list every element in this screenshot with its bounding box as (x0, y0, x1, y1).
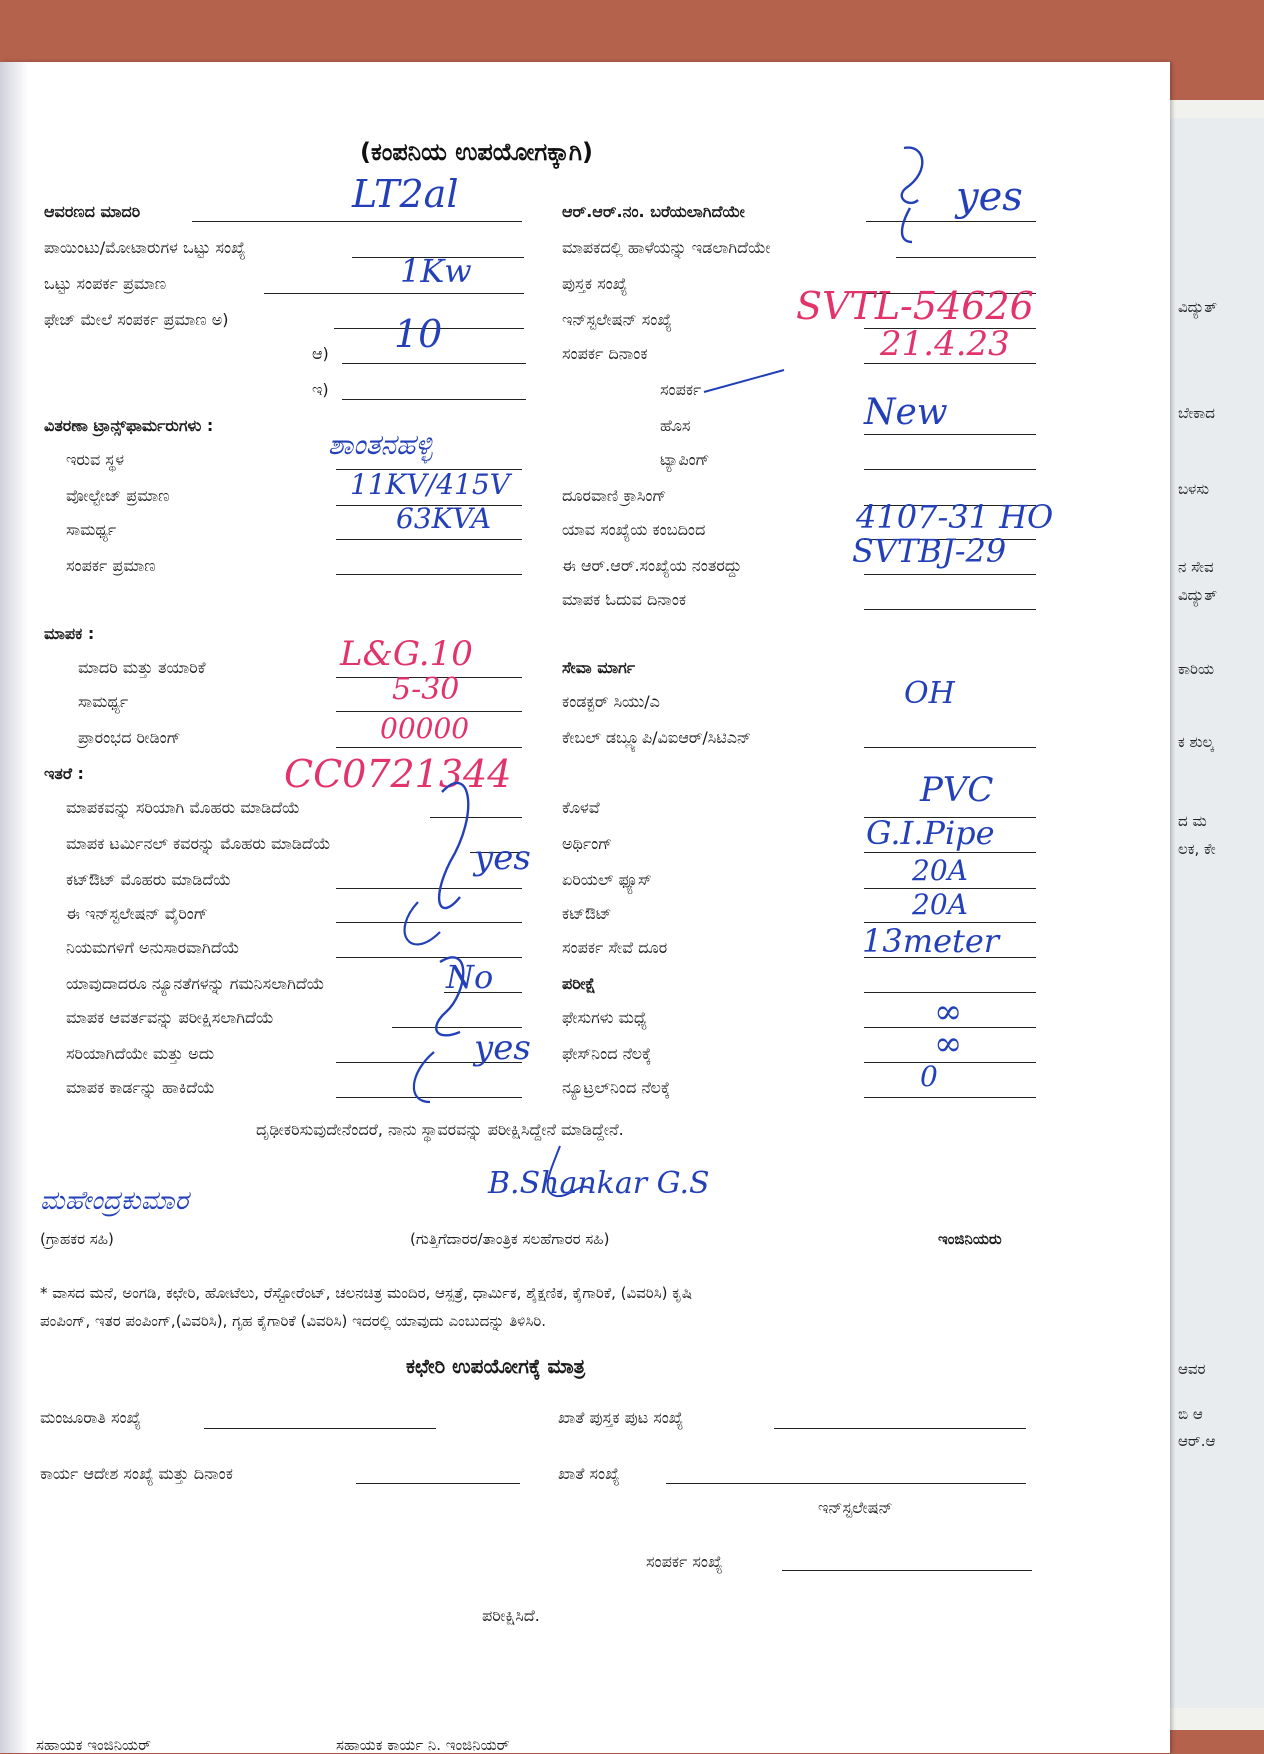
section-heading: ಸೇವಾ ಮಾರ್ಗ (562, 658, 636, 677)
field-label: ಸಾಮರ್ಥ್ಯ (78, 692, 129, 711)
field-label: ಒಟ್ಟು ಸಂಪರ್ಕ ಪ್ರಮಾಣ (44, 274, 167, 293)
field-line (864, 609, 1036, 610)
field-label: ನ್ಯೂಟ್ರಲ್‌ನಿಂದ ನೆಲಕ್ಕೆ (562, 1078, 671, 1097)
field-label: ಇ) (312, 380, 329, 399)
field-label: ಇರುವ ಸ್ಥಳ (66, 450, 125, 469)
hw-enclosure-type: LT2al (352, 172, 459, 216)
contractor-sign-label: (ಗುತ್ತಿಗೆದಾರರ/ತಾಂತ್ರಿಕ ಸಲಹೆಗಾರರ ಸಹಿ) (410, 1230, 610, 1248)
field-label: ಫೇಜ್ ಮೇಲೆ ಸಂಪರ್ಕ ಪ್ರಮಾಣ ಅ) (44, 310, 229, 329)
field-line (774, 1428, 1026, 1429)
hw-rotation-yes: yes (474, 1028, 531, 1068)
field-line (864, 434, 1036, 435)
hw-conductor: OH (904, 676, 955, 711)
edge-text: ಕ ಶುಲ್ಕ (1178, 733, 1214, 751)
field-label: ಮಾದರಿ ಮತ್ತು ತಯಾರಿಕೆ (78, 658, 206, 677)
edge-text: ಲಕ, ಕೇ (1178, 840, 1216, 858)
edge-text: ಬಿ ಆ (1178, 1405, 1203, 1423)
hw-rr-yes: yes (956, 174, 1023, 220)
field-label: ಈ ಆರ್.ಆರ್.ಸಂಖ್ಯೆಯ ನಂತರದ್ದು (562, 556, 742, 575)
hw-between-phases: ∞ (934, 992, 963, 1032)
back-page-second (1170, 118, 1264, 1708)
hw-phase-a: 10 (394, 312, 443, 356)
hw-seal-yes: yes (474, 838, 531, 878)
field-line (864, 747, 1036, 748)
pen-strike (700, 362, 790, 402)
hw-capacity: 63KVA (396, 502, 492, 535)
edge-text: ಆರ್.ಆ (1178, 1432, 1216, 1450)
field-line (864, 1097, 1036, 1098)
section-heading: ಇತರೆ : (44, 764, 84, 783)
field-label: ಫೇಸುಗಳು ಮಧ್ಯೆ (562, 1008, 648, 1027)
signature-flourish (520, 1142, 600, 1202)
edge-text: ದ ಮ (1178, 812, 1207, 830)
field-label: ಕೇಬಲ್ ಡಬ್ಲ್ಯೂಪಿ/ವಿಐಆರ್/ಸಿಟಿಎನ್ (562, 728, 752, 747)
field-label: ಸರಿಯಾಗಿದೆಯೇ ಮತ್ತು ಅದು (66, 1044, 215, 1063)
hw-cutout: 20A (912, 888, 968, 921)
field-label: ಸಂಪರ್ಕ ಸಂಖ್ಯೆ (646, 1552, 723, 1571)
edge-text: ಬಳಸು (1178, 480, 1210, 498)
hw-meter-serial: CC0721344 (284, 752, 512, 796)
page-shadow (0, 62, 28, 1753)
field-label: ಕಟ್‌ಔಟ್ (562, 904, 612, 923)
field-label: ಆವರಣದ ಮಾದರಿ (44, 202, 141, 221)
edge-text: ವಿದ್ಯುತ್ (1178, 586, 1218, 604)
field-label: ನಿಯಮಗಳಿಗೆ ಅನುಸಾರವಾಗಿದೆಯೆ (66, 938, 240, 957)
field-label: ಅರ್ಥಿಂಗ್ (562, 834, 613, 853)
footer-asst-engineer: ಸಹಾಯಕ ಇಂಜಿನಿಯರ್ (36, 1736, 151, 1754)
hw-meter-capacity: 5-30 (392, 672, 460, 707)
field-label: ಏರಿಯಲ್ ಫ್ಯೂಸ್ (562, 870, 652, 889)
note-line-2: ಪಂಪಿಂಗ್, ಇತರ ಪಂಪಿಂಗ್,(ವಿವರಿಸಿ), ಗೃಹ ಕೈಗಾರಿಕೆ (ವಿವರಿಸಿ) ಇದರಲ್ಲಿ ಯಾವುದು ಎಂಬುದನ್ನು ತಿಳಿಸಿರಿ. (40, 1312, 547, 1330)
hw-phase-earth: ∞ (934, 1024, 963, 1064)
pen-stroke-rr (870, 142, 940, 252)
field-label: ಆ) (312, 344, 329, 363)
field-label: ಮಾಪಕವನ್ನು ಸರಿಯಾಗಿ ಮೊಹರು ಮಾಡಿದೆಯೆ (66, 798, 300, 817)
field-label: ಕಂಡಕ್ಟರ್ ಸಿಯು/ಎ (562, 692, 660, 711)
field-line (864, 469, 1036, 470)
hw-defects: No (446, 958, 494, 996)
hw-voltage: 11KV/415V (350, 468, 510, 501)
section-heading: ಮಾಪಕ : (44, 624, 95, 643)
engineer-label: ಇಂಜಿನಿಯರು (938, 1230, 1002, 1248)
edge-text: ವಿದ್ಯುತ್ (1178, 298, 1218, 316)
field-label: ಖಾತೆ ಪುಸ್ತಕ ಪುಟ ಸಂಖ್ಯೆ (558, 1408, 684, 1427)
hw-pipe: PVC (920, 770, 994, 810)
field-label: ಟ್ಯಾಪಿಂಗ್ (660, 450, 710, 469)
note-line-1: * ವಾಸದ ಮನೆ, ಅಂಗಡಿ, ಕಛೇರಿ, ಹೋಟೆಲು, ರೆಸ್ಟೋರೆಂಟ್, ಚಲನಚಿತ್ರ ಮಂದಿರ, ಆಸ್ಪತ್ರೆ, ಧಾರ್ಮಿಕ, ಶೈಕ್ಷಣಿಕ, ಕೈಗಾರಿಕೆ, (ವಿವರಿಸಿ) ಕೃಷಿ (40, 1284, 692, 1302)
field-label: ಇನ್‌ಸ್ಟಲೇಷನ್ ಸಂಖ್ಯೆ (562, 310, 672, 329)
field-label: ದೂರವಾಣಿ ಕ್ರಾಸಿಂಗ್ (562, 486, 667, 505)
hw-aerial-fuse: 20A (912, 854, 968, 887)
field-label: ಸಂಪರ್ಕ ಸೇವೆ ದೂರ (562, 938, 668, 957)
field-label: ಯಾವ ಸಂಖ್ಯೆಯ ಕಂಬದಿಂದ (562, 520, 706, 539)
form-title: (ಕಂಪನಿಯ ಉಪಯೋಗಕ್ಕಾಗಿ) (360, 138, 593, 166)
hw-meter-model: L&G.10 (340, 634, 473, 674)
hw-earthing: G.I.Pipe (866, 814, 995, 852)
field-label: ಹೊಸ (660, 416, 691, 435)
field-label: ಆರ್.ಆರ್.ನಂ. ಬರೆಯಲಾಗಿದೆಯೇ (562, 202, 745, 221)
field-line (666, 1483, 1026, 1484)
field-label: ವೋಲ್ಟೇಜ್ ಪ್ರಮಾಣ (66, 486, 170, 505)
hw-total-load: 1Kw (400, 252, 472, 290)
field-label: ಮಾಪಕ ಟರ್ಮಿನಲ್ ಕವರನ್ನು ಮೊಹರು ಮಾಡಿದೆಯೆ (66, 834, 331, 853)
hw-new: New (864, 392, 948, 433)
field-line (782, 1570, 1032, 1571)
field-label: ಮಾಪಕ ಆವರ್ತವನ್ನು ಪರೀಕ್ಷಿಸಲಾಗಿದೆಯೆ (66, 1008, 274, 1027)
field-label: ಕೊಳವೆ (562, 798, 600, 817)
pen-strokes-left (400, 62, 520, 1162)
field-line (356, 1483, 520, 1484)
field-label: ಪರೀಕ್ಷೆ (562, 974, 596, 993)
form-page (0, 62, 1170, 1753)
hw-location: ಶಾಂತನಹಳ್ಳಿ (328, 428, 433, 461)
field-label: ಖಾತೆ ಸಂಖ್ಯೆ (558, 1464, 620, 1483)
field-label: ಮಾಪಕ ಕಾರ್ಡನ್ನು ಹಾಕಿದೆಯೆ (66, 1078, 215, 1097)
office-heading: ಕಛೇರಿ ಉಪಯೋಗಕ್ಕೆ ಮಾತ್ರ (406, 1354, 586, 1378)
field-label: ಸಂಪರ್ಕ ದಿನಾಂಕ (562, 344, 648, 363)
field-label: ಮಾಪಕದಲ್ಲಿ ಹಾಳೆಯನ್ನು ಇಡಲಾಗಿದೆಯೇ (562, 238, 771, 257)
field-label: ಯಾವುದಾದರೂ ನ್ಯೂನತೆಗಳನ್ನು ಗಮನಿಸಲಾಗಿದೆಯೆ (66, 974, 325, 993)
field-label: ಪ್ರಾರಂಭದ ರೀಡಿಂಗ್ (78, 728, 181, 747)
field-label: ಪುಸ್ತಕ ಸಂಖ್ಯೆ (562, 274, 628, 293)
hw-service-length: 13meter (862, 922, 1000, 960)
customer-sign-label: (ಗ್ರಾಹಕರ ಸಹಿ) (40, 1230, 114, 1248)
field-label: ಪಾಯಿಂಟು/ಮೋಟಾರುಗಳ ಒಟ್ಟು ಸಂಖ್ಯೆ (44, 238, 246, 257)
field-line (896, 257, 1036, 258)
field-label: ಸಂಪರ್ಕ ಪ್ರಮಾಣ (66, 556, 156, 575)
field-label: ಕಟ್‌ಔಟ್ ಮೊಹರು ಮಾಡಿದೆಯೆ (66, 870, 232, 889)
section-heading: ವಿತರಣಾ ಟ್ರಾನ್ಸ್‌ಫಾರ್ಮರುಗಳು : (44, 416, 214, 435)
field-label: ಈ ಇನ್‌ಸ್ಟಲೇಷನ್ ವೈರಿಂಗ್ (66, 904, 208, 923)
hw-installation-no: SVTL-54626 (796, 284, 1034, 328)
field-label: ಫೇಸ್‌ನಿಂದ ನೆಲಕ್ಕೆ (562, 1044, 652, 1063)
field-line (864, 852, 1036, 853)
field-label: ಸಾಮರ್ಥ್ಯ (66, 520, 117, 539)
edge-text: ನ ಸೇವ (1178, 558, 1214, 576)
contractor-signature: B.Shankar G.S (488, 1166, 710, 1201)
checked-label: ಪರೀಕ್ಷಿಸಿದೆ. (482, 1606, 540, 1625)
edge-text: ಬೇಕಾದ (1178, 404, 1215, 422)
field-label: ಮಂಜೂರಾತಿ ಸಂಖ್ಯೆ (40, 1408, 142, 1427)
field-label: ಸಂಪರ್ಕ (660, 380, 702, 399)
field-label: ಕಾರ್ಯ ಆದೇಶ ಸಂಖ್ಯೆ ಮತ್ತು ದಿನಾಂಕ (40, 1464, 233, 1483)
hw-neutral-earth: 0 (920, 1060, 938, 1093)
field-label: ಮಾಪಕ ಓದುವ ದಿನಾಂಕ (562, 590, 687, 609)
hw-connection-date: 21.4.23 (880, 324, 1010, 364)
field-label: ಇನ್‌ಸ್ಟಲೇಷನ್ (818, 1498, 893, 1517)
hw-after-rr: SVTBJ-29 (852, 532, 1007, 570)
edge-text: ಕಾರಿಯ (1178, 660, 1215, 678)
hw-initial-reading: 00000 (380, 712, 470, 745)
field-line (864, 574, 1036, 575)
footer-asst-exec: ಸಹಾಯಕ ಕಾರ್ಯ ನಿ. ಇಂಜಿನಿಯರ್ (336, 1736, 510, 1754)
edge-text: ಆವರ (1178, 1360, 1206, 1378)
field-line (204, 1428, 436, 1429)
hw-pole-no: 4107-31 HO (856, 498, 1054, 536)
customer-signature: ಮಹೇಂದ್ರಕುಮಾರ (40, 1186, 189, 1216)
declaration: ದೃಢೀಕರಿಸುವುದೇನೆಂದರೆ, ನಾನು ಸ್ಥಾವರವನ್ನು ಪರೀಕ್ಷಿಸಿದ್ದೇನೆ ಮಾಡಿದ್ದೇನೆ. (256, 1120, 624, 1139)
